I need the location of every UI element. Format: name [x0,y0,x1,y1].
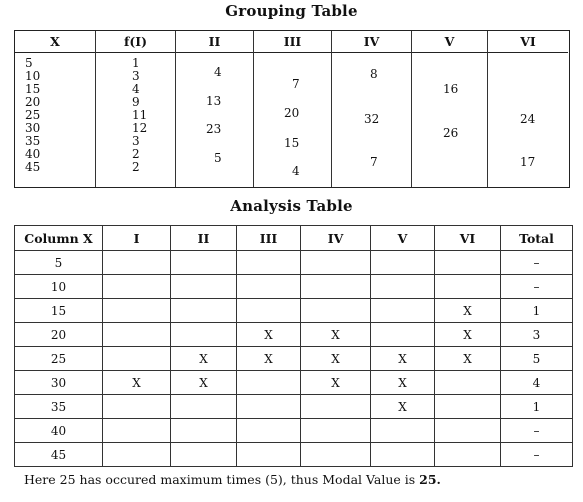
conclusion-sentence: Here 25 has occured maximum times (5), thus Modal Value is [24,472,420,487]
total-cell: – [501,443,573,467]
mark-cell [171,251,237,275]
mark-cell [371,299,435,323]
row-label: 45 [15,443,103,467]
grouping-f1-value: 1 [132,56,140,70]
mark-cell [237,275,301,299]
mark-cell [371,443,435,467]
mark-cell: X [435,347,501,371]
grouping-col-iv [331,31,411,187]
analysis-header-cell: II [171,226,237,251]
table-row [15,443,573,467]
mark-cell [171,443,237,467]
mark-cell [371,251,435,275]
grouping-f1-value: 4 [132,82,140,96]
mark-cell [103,419,171,443]
table-row [15,371,573,395]
mark-cell [103,395,171,419]
analysis-header-cell: I [103,226,171,251]
grouping-f1-value: 11 [132,108,148,122]
grouping-col-iv-value: 8 [370,67,378,81]
total-cell: 3 [501,323,573,347]
table-row [15,395,573,419]
analysis-table [14,225,573,467]
mark-cell [103,347,171,371]
total-cell: – [501,251,573,275]
total-cell: 1 [501,299,573,323]
grouping-header-iv: IV [332,31,411,53]
grouping-f1-value: 3 [132,134,140,148]
grouping-col-ii [175,31,253,187]
grouping-header-iii: III [254,31,331,53]
analysis-header-cell: III [237,226,301,251]
grouping-header-f1: f(I) [96,31,175,53]
table-row [15,251,573,275]
row-label: 30 [15,371,103,395]
mark-cell [301,395,371,419]
row-label: 40 [15,419,103,443]
mark-cell [237,371,301,395]
analysis-header-cell: IV [301,226,371,251]
row-label: 35 [15,395,103,419]
mark-cell [435,275,501,299]
analysis-header-row [15,226,573,251]
table-row [15,299,573,323]
mark-cell: X [301,323,371,347]
grouping-x-value: 10 [25,69,41,83]
mark-cell [171,419,237,443]
mark-cell [237,395,301,419]
grouping-col-v [411,31,487,187]
grouping-header-ii: II [176,31,253,53]
mark-cell [371,275,435,299]
analysis-header-cell: Total [501,226,573,251]
grouping-f1-value: 12 [132,121,148,135]
analysis-table-title: Analysis Table [230,197,353,215]
total-cell: 1 [501,395,573,419]
mark-cell [435,419,501,443]
grouping-col-ii-value: 5 [214,151,222,165]
table-row [15,347,573,371]
mark-cell: X [371,371,435,395]
analysis-header-cell: V [371,226,435,251]
grouping-col-ii-value: 4 [214,65,222,79]
mark-cell [237,419,301,443]
grouping-header-v: V [412,31,487,53]
grouping-col-iii-value: 7 [292,77,300,91]
grouping-col-vi-value: 17 [520,155,536,169]
mark-cell: X [237,347,301,371]
grouping-col-vi-value: 24 [520,112,536,126]
mark-cell [103,323,171,347]
mark-cell [171,275,237,299]
grouping-col-iii-value: 4 [292,164,300,178]
mark-cell [171,299,237,323]
analysis-header-cell: Column X [15,226,103,251]
grouping-f1-value: 2 [132,147,140,161]
mark-cell [435,371,501,395]
mark-cell [301,419,371,443]
grouping-col-iii [253,31,331,187]
mark-cell: X [103,371,171,395]
mark-cell [435,251,501,275]
grouping-x-value: 40 [25,147,41,161]
grouping-x-value: 15 [25,82,41,96]
total-cell: 5 [501,347,573,371]
grouping-col-f1 [95,31,175,187]
mark-cell: X [301,371,371,395]
mark-cell [435,395,501,419]
mark-cell [301,251,371,275]
mark-cell [237,299,301,323]
mark-cell: X [171,347,237,371]
grouping-table [14,30,570,188]
total-cell: – [501,419,573,443]
mark-cell [237,251,301,275]
mark-cell: X [301,347,371,371]
row-label: 25 [15,347,103,371]
mark-cell: X [371,395,435,419]
total-cell: 4 [501,371,573,395]
grouping-x-value: 25 [25,108,41,122]
total-cell: – [501,275,573,299]
table-row [15,275,573,299]
grouping-x-value: 35 [25,134,41,148]
grouping-col-iv-value: 32 [364,112,380,126]
mark-cell [435,443,501,467]
mark-cell [103,299,171,323]
grouping-f1-value: 9 [132,95,140,109]
row-label: 10 [15,275,103,299]
modal-value: 25. [419,472,441,487]
table-row [15,323,573,347]
mark-cell [103,443,171,467]
mark-cell [301,299,371,323]
grouping-x-value: 20 [25,95,41,109]
grouping-x-value: 45 [25,160,41,174]
grouping-col-iii-value: 20 [284,106,300,120]
grouping-col-ii-value: 23 [206,122,222,136]
mark-cell: X [371,347,435,371]
mark-cell: X [435,299,501,323]
mark-cell [103,275,171,299]
grouping-f1-value: 2 [132,160,140,174]
grouping-col-vi [487,31,568,187]
grouping-col-iv-value: 7 [370,155,378,169]
grouping-x-value: 5 [25,56,33,70]
grouping-col-v-value: 26 [443,126,459,140]
mark-cell: X [435,323,501,347]
mark-cell [171,323,237,347]
table-row [15,419,573,443]
mark-cell [301,275,371,299]
mark-cell: X [237,323,301,347]
grouping-table-title: Grouping Table [225,2,358,20]
row-label: 20 [15,323,103,347]
grouping-col-x [15,31,95,187]
mark-cell [103,251,171,275]
grouping-col-v-value: 16 [443,82,459,96]
mark-cell [371,419,435,443]
grouping-header-vi: VI [488,31,568,53]
mark-cell: X [171,371,237,395]
grouping-col-iii-value: 15 [284,136,300,150]
grouping-header-x: X [15,31,95,53]
analysis-header-cell: VI [435,226,501,251]
mark-cell [237,443,301,467]
grouping-col-ii-value: 13 [206,94,222,108]
mark-cell [371,323,435,347]
mark-cell [301,443,371,467]
conclusion-text [24,472,441,487]
grouping-f1-value: 3 [132,69,140,83]
grouping-x-value: 30 [25,121,41,135]
row-label: 5 [15,251,103,275]
mark-cell [171,395,237,419]
row-label: 15 [15,299,103,323]
